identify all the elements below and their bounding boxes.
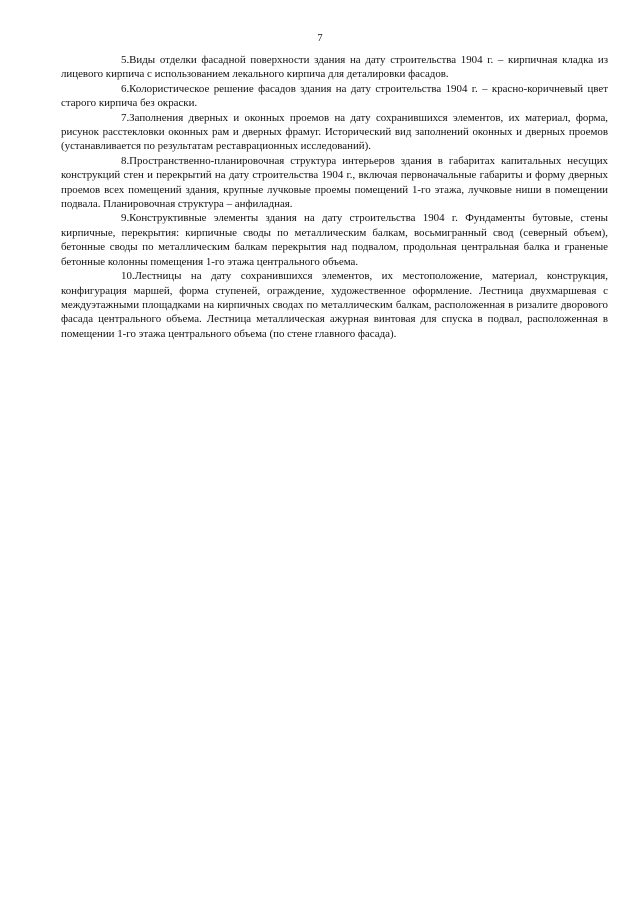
paragraph-text: Колористическое решение фасадов здания на дату строительства 1904 г. – красно-коричневый цвет старого кирпича без окраски. [61,82,608,110]
page-number: 7 [317,33,323,44]
paragraph-8 [61,154,608,212]
paragraph-10 [61,269,608,341]
paragraph-number: 8. [121,154,130,167]
paragraph-number: 6. [121,82,130,95]
paragraph-7 [61,111,608,154]
paragraph-9 [61,211,608,269]
paragraph-6 [61,82,608,111]
paragraph-text: Лестницы на дату сохранившихся элементов, их местоположение, материал, конструкция, конфигурация маршей, форма ступеней, ограждение, художественное оформление. Лестница двухмаршевая с междуэтажными площадками на кирпичных сводах по металлическим балкам, расположенная в ризалите дворового фасада центрального объема. Лестница металлическая ажурная винтовая для спуска в подвал, расположенная в помещении 1-го этажа центрального объема (по стене главного фасада). [61,270,608,340]
paragraph-number: 9. [121,212,130,225]
paragraph-number: 7. [121,111,130,124]
paragraph-number: 5. [121,54,130,66]
paragraph-number: 10. [121,270,135,283]
paragraph-text: Виды отделки фасадной поверхности здания на дату строительства 1904 г. – кирпичная кладка из лицевого кирпича с использованием лекального кирпича для деталировки фасадов. [61,54,608,81]
paragraph-text: Заполнения дверных и оконных проемов на дату сохранившихся элементов, их материал, форма, рисунок расстекловки оконных рам и дверных фрамуг. Исторический вид заполнений оконных и дверных проемов (устанавливается по результатам реставрационных исследований). [61,111,608,153]
paragraph-text: Конструктивные элементы здания на дату строительства 1904 г. Фундаменты бутовые, стены кирпичные, перекрытия: кирпичные своды по металлическим балкам, восьмигранный свод (северный объем), бетонные своды по металлическим балкам перекрытия над подвалом, продольная центральная балка и граненые бетонные колонны помещения 1-го этажа центрального объема. [61,212,608,268]
paragraph-5 [61,53,608,82]
document-body [61,53,608,341]
paragraph-text: Пространственно-планировочная структура интерьеров здания в габаритах капитальных несущих конструкций стен и перекрытий на дату строительства 1904 г., включая первоначальные габариты и форму дверных проемов всех помещений здания, крупные лучковые проемы помещений 1-го этажа, лучковые ниши в помещении подвала. Планировочная структура – анфиладная. [61,154,608,211]
